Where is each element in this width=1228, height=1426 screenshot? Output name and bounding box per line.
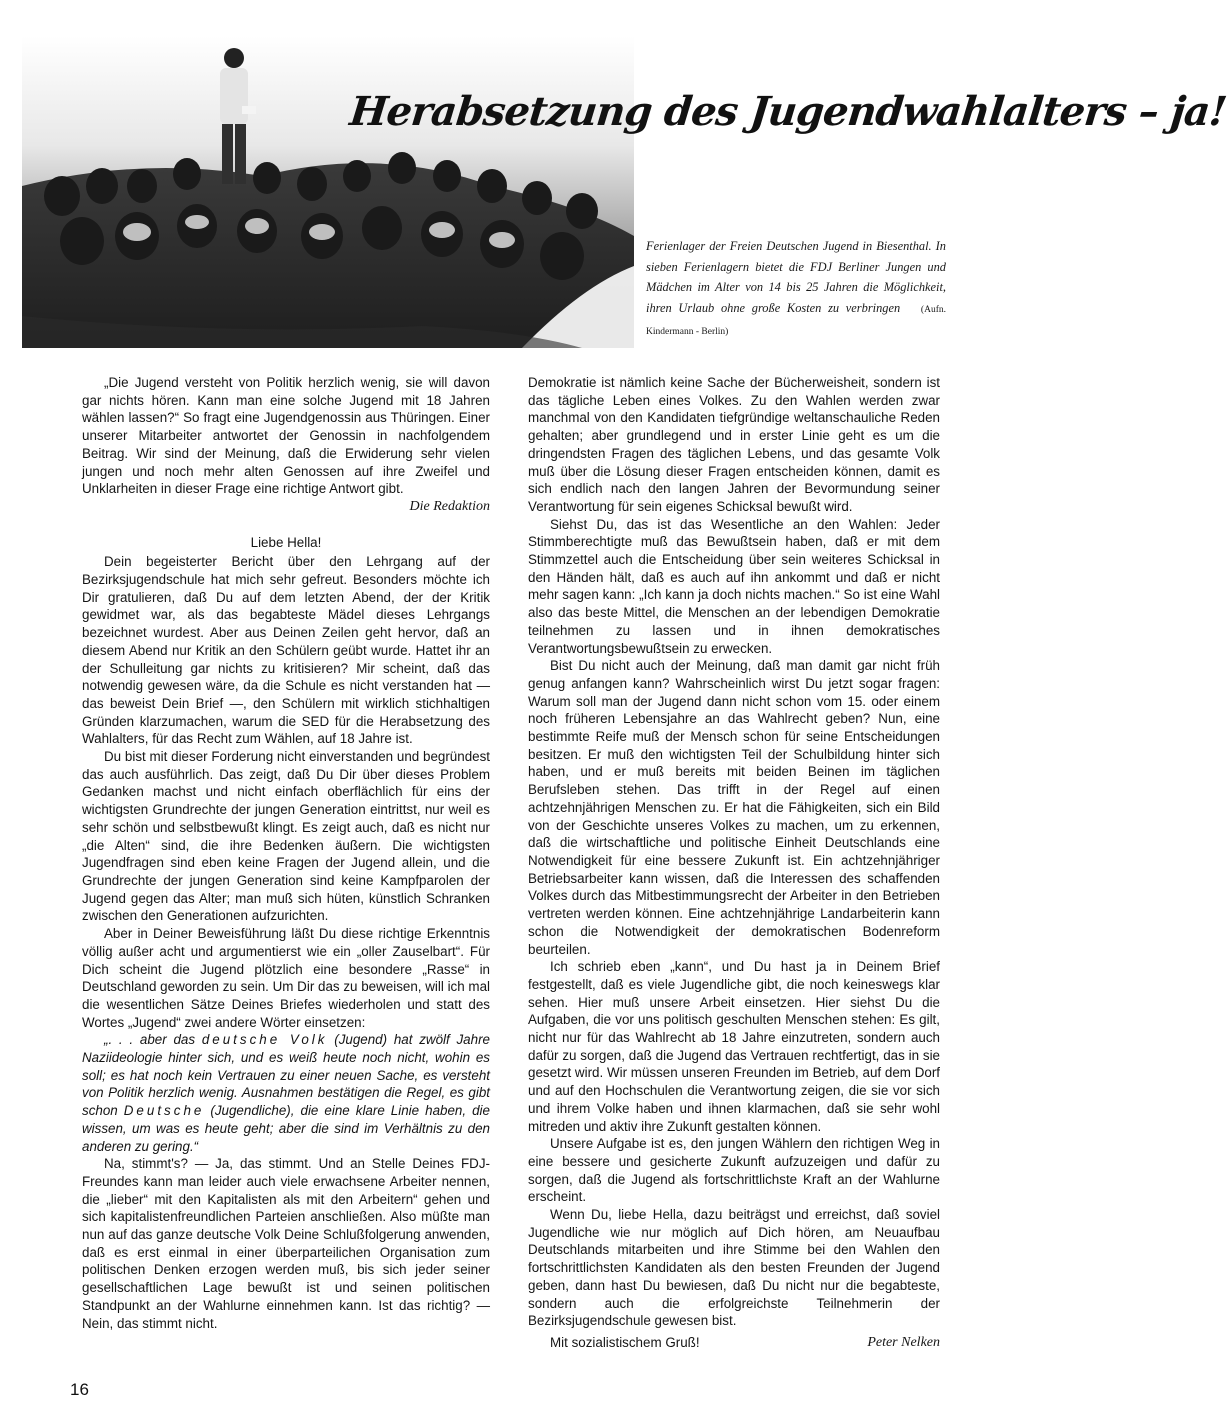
letter-paragraph: Du bist mit dieser Forderung nicht einverstanden und begründest das auch ausführlich. Das zeigt, daß Du Dir über dieses Problem Gedanken machst und nicht einfach oberflächlich für eins der wichtigsten Grundrechte der jungen Generation eintrittst, nur weil es sehr schön und selbstbewußt klingt. Es zeigt auch, daß es nicht nur „die Alten“ sind, die ihre Bedenken äußern. Die wichtigsten Jugendfragen sind eben keine Fragen der Jugend allein, und die Grundrechte der jungen Generation sind keine Kampfparolen der Jugend gegen das Alter; man muß sich hüten, künstlich Schranken zwischen den Generationen aufzurichten.	[82, 749, 490, 924]
quote-emphasis: deutsche Volk	[201, 1032, 328, 1048]
article-photo	[22, 36, 634, 348]
letter-paragraph: Aber in Deiner Beweisführung läßt Du diese richtige Erkenntnis völlig außer acht und argumentierst wie ein „oller Zauselbart“. Für Dich scheint die Jugend plötzlich eine besondere „Rasse“ in Deutschland geworden zu sein. Um Dir das zu beweisen, will ich mal die wesentlichen Sätze Deines Briefes wiederholen und statt des Wortes „Jugend“ zwei andere Wörter einsetzen:	[82, 926, 490, 1030]
page-number: 16	[70, 1380, 89, 1399]
letter-closing	[528, 1334, 940, 1352]
right-column	[528, 374, 940, 1352]
quote-part: (Jugendliche), die eine klare Linie haben, die wissen, um was es heute geht; aber die sind im Verhältnis zu den anderen zu gering.“	[82, 1103, 490, 1154]
letter-paragraph: Wenn Du, liebe Hella, dazu beiträgst und erreichst, daß soviel Jugendliche wie nur möglich auf Dich hören, am Neuaufbau Deutschlands mitarbeiten und ihre Stimme bei den Wahlen den fortschrittlichsten Kandidaten als den besten Freunden der Jugend geben, dann hast Du bewiesen, daß Du nicht nur die begabteste, sondern auch die erfolgreichste Teilnehmerin der Bezirksjugendschule gewesen bist.	[528, 1207, 940, 1329]
letter-paragraph: Dein begeisterter Bericht über den Lehrgang auf der Bezirksjugendschule hat mich sehr gefreut. Besonders möchte ich Dir gratulieren, daß Du auf dem letzten Abend, der der Kritik gewidmet war, als das begabteste Mädel dieses Lehrgangs bezeichnet wurdest. Aber aus Deinen Zeilen geht hervor, daß an diesem Abend nur Kritik an den Schülern geübt wurde. Hattet ihr an der Schulleitung gar nichts zu kritisieren? Mir scheint, daß das notwendig gewesen wäre, da die Schule es nicht verstanden hat — das beweist Dein Brief —, den Schülern mit wirklich stichhaltigen Gründen klarzumachen, warum die SED für die Herabsetzung des Wahlalters, für das Recht zum Wählen, auf 18 Jahre ist.	[82, 554, 490, 747]
closing-greeting: Mit sozialistischem Gruß!	[550, 1334, 700, 1350]
letter-paragraph: Bist Du nicht auch der Meinung, daß man damit gar nicht früh genug anfangen kann? Wahrscheinlich wirst Du jetzt sogar fragen: Warum soll man der Jugend dann nicht schon vom 15. oder einem noch früheren Lebensjahre an das Wahlrecht geben? Nun, eine bestimmte Reife muß der Mensch schon für seine Entscheidungen besitzen. Er muß den wichtigsten Teil der Schulbildung hinter sich haben, und er muß bereits mit beiden Beinen im täglichen Berufsleben stehen. Das trifft in der Regel auf einen achtzehnjährigen Menschen zu. Er hat die Fähigkeiten, sich ein Bild von der Geschichte unseres Volkes zu machen, um zu erkennen, daß die wirtschaftliche und politische Einheit Deutschlands eine Notwendigkeit für eine bessere Zukunft ist. Ein achtzehnjähriger Betriebsarbeiter kann wissen, daß die Interessen des schaffenden Volkes durch das Mitbestimmungsrecht der Arbeiter in den Betrieben vertreten werden können. Eine achtzehnjährige Landarbeiterin kann schon die Notwendigkeit der demokratischen Bodenreform beurteilen.	[528, 658, 940, 957]
quoted-letter	[82, 1031, 490, 1155]
editorial-intro: „Die Jugend versteht von Politik herzlich wenig, sie will davon gar nichts hören. Kann man eine solche Jugend mit 18 Jahren wählen lassen?“ So fragt eine Jugendgenossin aus Thüringen. Einer unserer Mitarbeiter antwortet der Genossin in nachfolgendem Beitrag. Wir sind der Meinung, daß die Erwiderung sehr vielen jungen und noch mehr alten Genossen auf ihre Zweifel und Unklarheiten in dieser Frage eine richtige Antwort gibt.	[82, 375, 490, 497]
photo-credit: (Aufn. Kindermann - Berlin)	[646, 304, 946, 337]
caption-text: Ferienlager der Freien Deutschen Jugend in Biesenthal. In sieben Ferienlagern bietet die FDJ Berliner Jungen und Mädchen im Alter von 14 bis 25 Jahren die Möglichkeit, ihren Urlaub ohne große Kosten zu verbringen	[646, 239, 946, 315]
quote-part: „. . . aber das	[104, 1032, 196, 1048]
left-column	[82, 374, 490, 1332]
photo-caption	[646, 236, 946, 343]
letter-paragraph: Na, stimmt's? — Ja, das stimmt. Und an Stelle Deines FDJ-Freundes kann man leider auch viele erwachsene Arbeiter nennen, die „lieber“ mit den Kapitalisten als mit den Arbeitern“ gehen und sich kapitalistenfreundlichen Parteien anschließen. Also müßte man nun auf das ganze deutsche Volk Deine Schlußfolgerung anwenden, daß es erst einmal in einer überparteilichen Organisation zum politischen Denken erzogen werden muß, bis sich jeder seiner gesellschaftlichen Lage bewußt ist und seinen politischen Standpunkt an der Wahlurne einnehmen kann. Ist das richtig? — Nein, das stimmt nicht.	[82, 1156, 490, 1331]
letter-paragraph: Siehst Du, das ist das Wesentliche an den Wahlen: Jeder Stimmberechtigte muß das Bewußtsein haben, daß er mit dem Stimmzettel auch die Entscheidung über sein weiteres Schicksal in den Händen hält, daß es auch auf ihn ankommt und daß er nicht mehr sagen kann: „Ich kann ja doch nichts machen.“ So ist eine Wahl also das beste Mittel, die Menschen an der lebendigen Demokratie teilnehmen zu lassen und in ihnen demokratisches Verantwortungsbewußtsein zu erwecken.	[528, 516, 940, 656]
letter-paragraph: Demokratie ist nämlich keine Sache der Bücherweisheit, sondern ist das tägliche Leben eines Volkes. Zu den Wahlen werden zwar manchmal von den Kandidaten tiefgründige weltanschauliche Reden gehalten; aber grundlegend und in erster Linie geht es um die dringendsten Fragen des täglichen Lebens, und das gesamte Volk muß über die Lösung dieser Fragen entscheiden können, damit es sich endlich nach den langen Jahren der Bevormundung seiner Verantwortung für sein eigenes Schicksal bewußt wird.	[528, 375, 940, 514]
article-title: Herabsetzung des Jugendwahlalters – ja!	[347, 88, 1228, 135]
photo-youth-camp-gathering	[22, 36, 634, 348]
letter-paragraph: Ich schrieb eben „kann“, und Du hast ja in Deinem Brief festgestellt, daß es viele Jugendliche gibt, die noch keineswegs klar sehen. Hier muß unsere Arbeit einsetzen. Hier siehst Du die Aufgaben, die vor uns politisch geschulten Menschen stehen: Es gilt, nicht nur für das Wahlrecht ab 18 Jahre einzutreten, sondern auch dafür zu sorgen, daß die Jugend das Vertrauen rechtfertigt, das in sie gesetzt wird. Wir müssen unseren Freunden im Betrieb, auf dem Dorf und auf den Hochschulen die Verantwortung zeigen, die sie vor sich und ihrem Volke haben und ihnen klarmachen, daß sie sehr wohl mitreden und aktiv ihre Zukunft gestalten können.	[528, 959, 940, 1134]
letter-paragraph: Unsere Aufgabe ist es, den jungen Wählern den richtigen Weg in eine bessere und gesicherte Zukunft aufzuzeigen und dafür zu sorgen, daß die Jugend als fortschrittlichste Kraft an der Wahlurne erscheint.	[528, 1136, 940, 1205]
editorial-signature: Die Redaktion	[409, 498, 490, 514]
quote-emphasis: Deutsche	[123, 1103, 205, 1119]
quote-part: (Jugend) hat zwölf Jahre Naziideologie hinter sich, und es weiß heute noch nicht, wohin es soll; es hat noch kein Vertrauen zu einer neuen Sache, es versteht von Politik herzlich wenig. Ausnahmen bestätigen die Regel, es gibt schon	[82, 1032, 490, 1119]
letter-salutation: Liebe Hella!	[250, 534, 322, 550]
author-name: Peter Nelken	[867, 1334, 940, 1350]
